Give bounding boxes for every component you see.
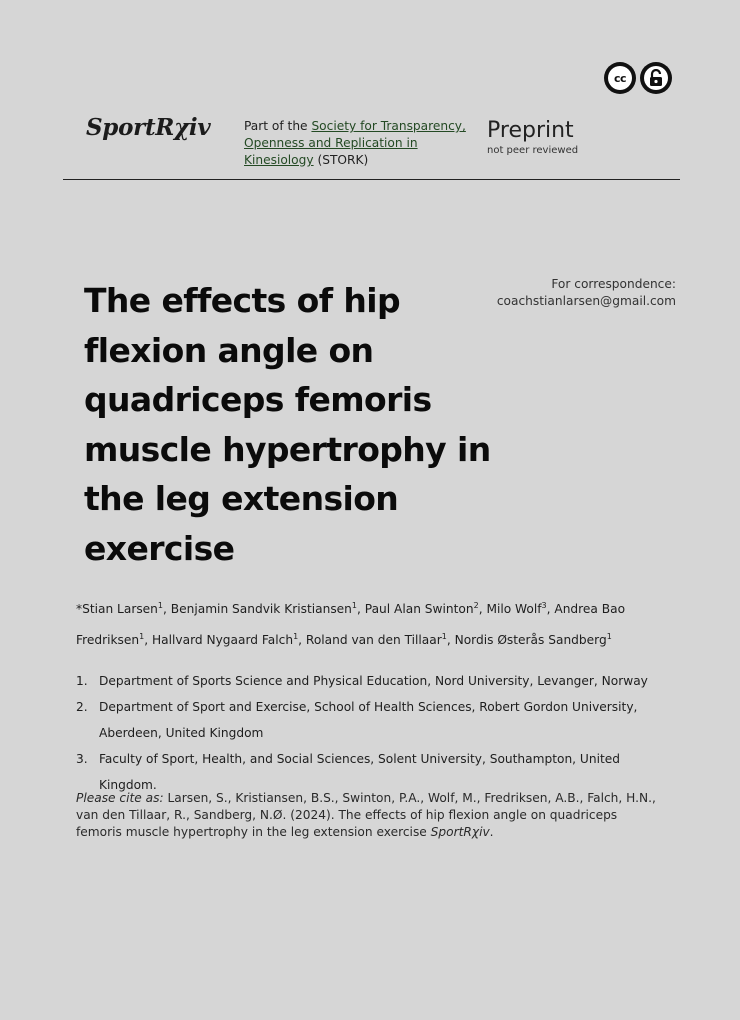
- author-name: Hallvard Nygaard Falch: [151, 633, 294, 648]
- author-affiliation-mark: 1: [441, 632, 447, 642]
- affiliation-text: Department of Sport and Exercise, School of Health Sciences, Robert Gordon University, Aberdeen, United Kingdom: [99, 700, 638, 740]
- affiliation-number: 2.: [76, 700, 88, 714]
- author-name: Andrea Bao Fredriksen: [76, 602, 626, 648]
- author-name: Nordis Østerås Sandberg: [454, 633, 607, 648]
- author-name: Roland van den Tillaar: [305, 633, 442, 648]
- stork-affiliation: [244, 118, 466, 169]
- license-badges: [604, 62, 672, 94]
- paper-title: The effects of hip flexion angle on quadriceps femoris muscle hypertrophy in the leg extension exercise: [84, 281, 491, 568]
- correspondence: [497, 276, 676, 310]
- affiliation-item: [76, 694, 676, 746]
- author-affiliation-mark: 1: [351, 601, 358, 610]
- stork-link[interactable]: Society for Transparency, Openness and Replication in Kinesiology: [244, 119, 466, 167]
- citation-text: Larsen, S., Kristiansen, B.S., Swinton, P.A., Wolf, M., Fredriksen, A.B., Falch, H.N., van den Tillaar, R., Sandberg, N.Ø. (2024). The effects of hip flexion angle on quadriceps femoris muscle hypertrophy in the leg extension exercise: [76, 791, 656, 839]
- author-separator: ,: [478, 602, 487, 617]
- preprint-label: [487, 118, 578, 156]
- affiliation-number: 3.: [76, 752, 88, 766]
- affiliation-text: Department of Sports Science and Physical Education, Nord University, Levanger, Norway: [99, 674, 648, 688]
- affiliation-number: 1.: [76, 674, 88, 688]
- author-separator: ,: [298, 633, 306, 648]
- author-affiliation-mark: 1: [606, 632, 612, 642]
- author-affiliation-mark: 3: [541, 601, 547, 610]
- author-name: Milo Wolf: [486, 602, 542, 617]
- stork-prefix: Part of the: [244, 119, 312, 133]
- header-divider: [63, 179, 680, 180]
- citation-label: Please cite as:: [76, 791, 164, 805]
- correspondence-email[interactable]: coachstianlarsen@gmail.com: [496, 294, 676, 308]
- affiliation-text: Faculty of Sport, Health, and Social Sciences, Solent University, Southampton, United Kingdom.: [99, 752, 620, 792]
- author-separator: ,: [144, 633, 152, 648]
- preprint-title: Preprint: [487, 118, 574, 143]
- author-name: *Stian Larsen: [76, 602, 158, 617]
- creative-commons-icon[interactable]: [604, 62, 636, 94]
- author-affiliation-mark: 1: [157, 601, 163, 610]
- open-access-icon[interactable]: [640, 62, 672, 94]
- author-separator: ,: [163, 602, 171, 617]
- affiliation-list: [76, 668, 676, 798]
- author-affiliation-mark: 1: [293, 632, 299, 642]
- sportrxiv-logo[interactable]: SportRχiv: [86, 114, 211, 141]
- citation-journal: SportRχiv: [430, 825, 490, 839]
- author-name: Paul Alan Swinton: [364, 602, 474, 617]
- author-affiliation-mark: 2: [473, 601, 479, 610]
- affiliation-item: [76, 668, 676, 694]
- correspondence-label: For correspondence:: [551, 277, 676, 291]
- author-separator: ,: [546, 602, 555, 617]
- author-name: Benjamin Sandvik Kristiansen: [170, 602, 352, 617]
- author-separator: ,: [357, 602, 365, 617]
- stork-suffix: (STORK): [313, 153, 369, 167]
- author-list: [76, 592, 636, 654]
- creative-commons-label: cc: [608, 66, 632, 90]
- author-separator: ,: [446, 633, 455, 648]
- preprint-subtitle: not peer reviewed: [487, 145, 579, 156]
- open-lock-glyph: [648, 69, 664, 87]
- author-affiliation-mark: 1: [139, 632, 145, 642]
- citation-end: .: [489, 825, 494, 839]
- citation: [76, 790, 666, 841]
